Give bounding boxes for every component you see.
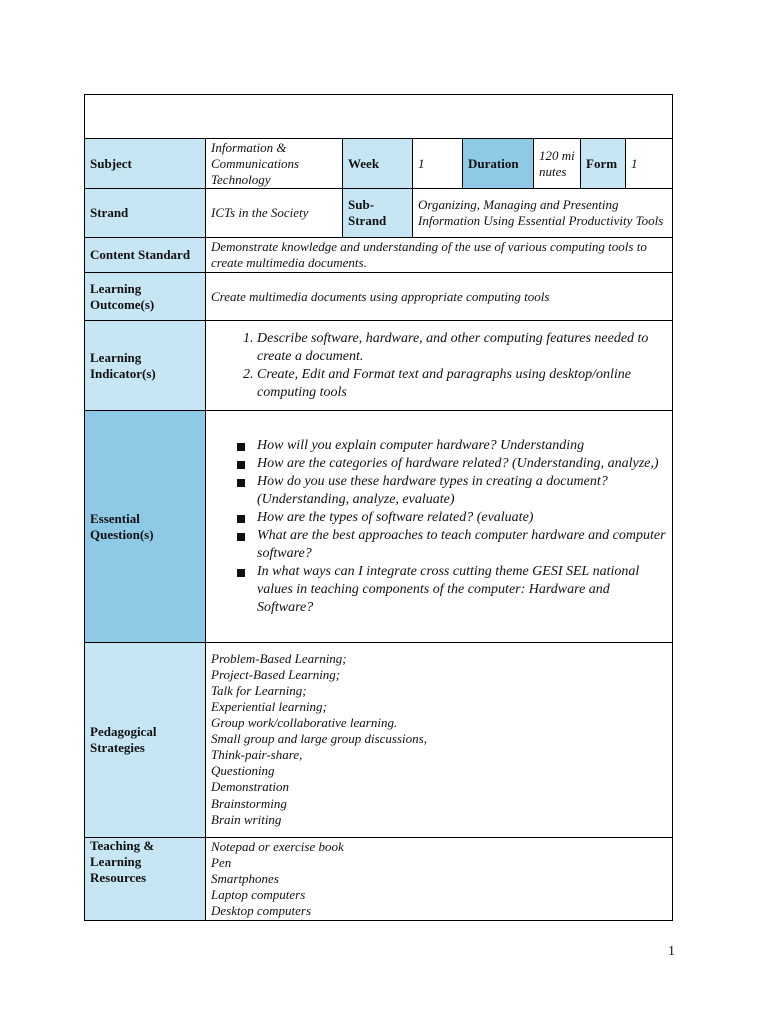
list-item: Pen xyxy=(211,855,232,870)
list-item: Small group and large group discussions, xyxy=(211,731,427,747)
subject-row xyxy=(85,139,673,189)
essential-questions-cell xyxy=(206,411,673,643)
content-standard-value: Demonstrate knowledge and understanding of the use of various computing tools to create multimedia documents. xyxy=(206,238,673,273)
pedagogical-row xyxy=(85,643,673,838)
strand-label: Strand xyxy=(85,189,206,238)
subject-value: Information & Communications Technology xyxy=(206,139,343,189)
pedagogical-cell xyxy=(206,643,673,838)
list-item: Project-Based Learning; xyxy=(211,667,341,683)
substrand-label: Sub-Strand xyxy=(343,189,413,238)
list-item: 1. Describe software, hardware, and other computing features needed to create a document. xyxy=(257,330,667,366)
week-value: 1 xyxy=(413,139,463,189)
content-standard-label: Content Standard xyxy=(85,238,206,273)
list-item: Brain writing xyxy=(211,812,282,828)
substrand-value: Organizing, Managing and Presenting Information Using Essential Productivity Tools xyxy=(413,189,673,238)
resources-cell xyxy=(206,838,673,921)
duration-value: 120 minutes xyxy=(534,139,581,189)
form-label: Form xyxy=(581,139,626,189)
content-standard-row xyxy=(85,238,673,273)
strand-row xyxy=(85,189,673,238)
list-item: How will you explain computer hardware? Understanding xyxy=(233,437,667,455)
strand-value: ICTs in the Society xyxy=(206,189,343,238)
list-item: Think-pair-share, xyxy=(211,747,303,763)
list-item: Group work/collaborative learning. xyxy=(211,715,398,731)
essential-questions-label: Essential Question(s) xyxy=(85,411,206,643)
list-item: Smartphones xyxy=(211,871,279,886)
list-item: Desktop computers xyxy=(211,903,312,918)
learning-outcome-value: Create multimedia documents using appropriate computing tools xyxy=(206,273,673,321)
list-item: How do you use these hardware types in creating a document? (Understanding, analyze, evaluate) xyxy=(233,473,667,509)
list-item: Laptop computers xyxy=(211,887,306,902)
list-item: What are the best approaches to teach computer hardware and computer software? xyxy=(233,527,667,563)
learning-outcome-label: Learning Outcome(s) xyxy=(85,273,206,321)
subject-label: Subject xyxy=(85,139,206,189)
list-item: In what ways can I integrate cross cutting theme GESI SEL national values in teaching components of the computer: Hardware and Software? xyxy=(233,563,667,617)
header-blank-row xyxy=(85,95,673,139)
duration-label: Duration xyxy=(463,139,534,189)
learning-indicators-row xyxy=(85,321,673,411)
list-item: Problem-Based Learning; xyxy=(211,651,347,667)
learning-outcome-row xyxy=(85,273,673,321)
learning-indicators-label: Learning Indicator(s) xyxy=(85,321,206,411)
list-item: How are the categories of hardware related? (Understanding, analyze,) xyxy=(233,455,667,473)
form-value: 1 xyxy=(626,139,673,189)
list-item: Notepad or exercise book xyxy=(211,839,344,854)
lesson-plan-table xyxy=(84,94,673,921)
resources-label: Teaching & Learning Resources xyxy=(85,838,206,921)
pedagogical-label: Pedagogical Strategies xyxy=(85,643,206,838)
list-item: Experiential learning; xyxy=(211,699,327,715)
learning-indicators-cell xyxy=(206,321,673,411)
list-item: Questioning xyxy=(211,763,275,779)
list-item: Demonstration xyxy=(211,779,289,795)
essential-questions-row xyxy=(85,411,673,643)
page-number: 1 xyxy=(668,944,675,959)
list-item: Talk for Learning; xyxy=(211,683,307,699)
essential-questions-list xyxy=(211,437,667,617)
resources-row xyxy=(85,838,673,921)
header-blank-cell xyxy=(85,95,673,139)
list-item: Brainstorming xyxy=(211,795,287,811)
learning-indicators-list xyxy=(211,330,667,402)
list-item: How are the types of software related? (evaluate) xyxy=(233,509,667,527)
week-label: Week xyxy=(343,139,413,189)
list-item: 2. Create, Edit and Format text and paragraphs using desktop/online computing tools xyxy=(257,366,667,402)
